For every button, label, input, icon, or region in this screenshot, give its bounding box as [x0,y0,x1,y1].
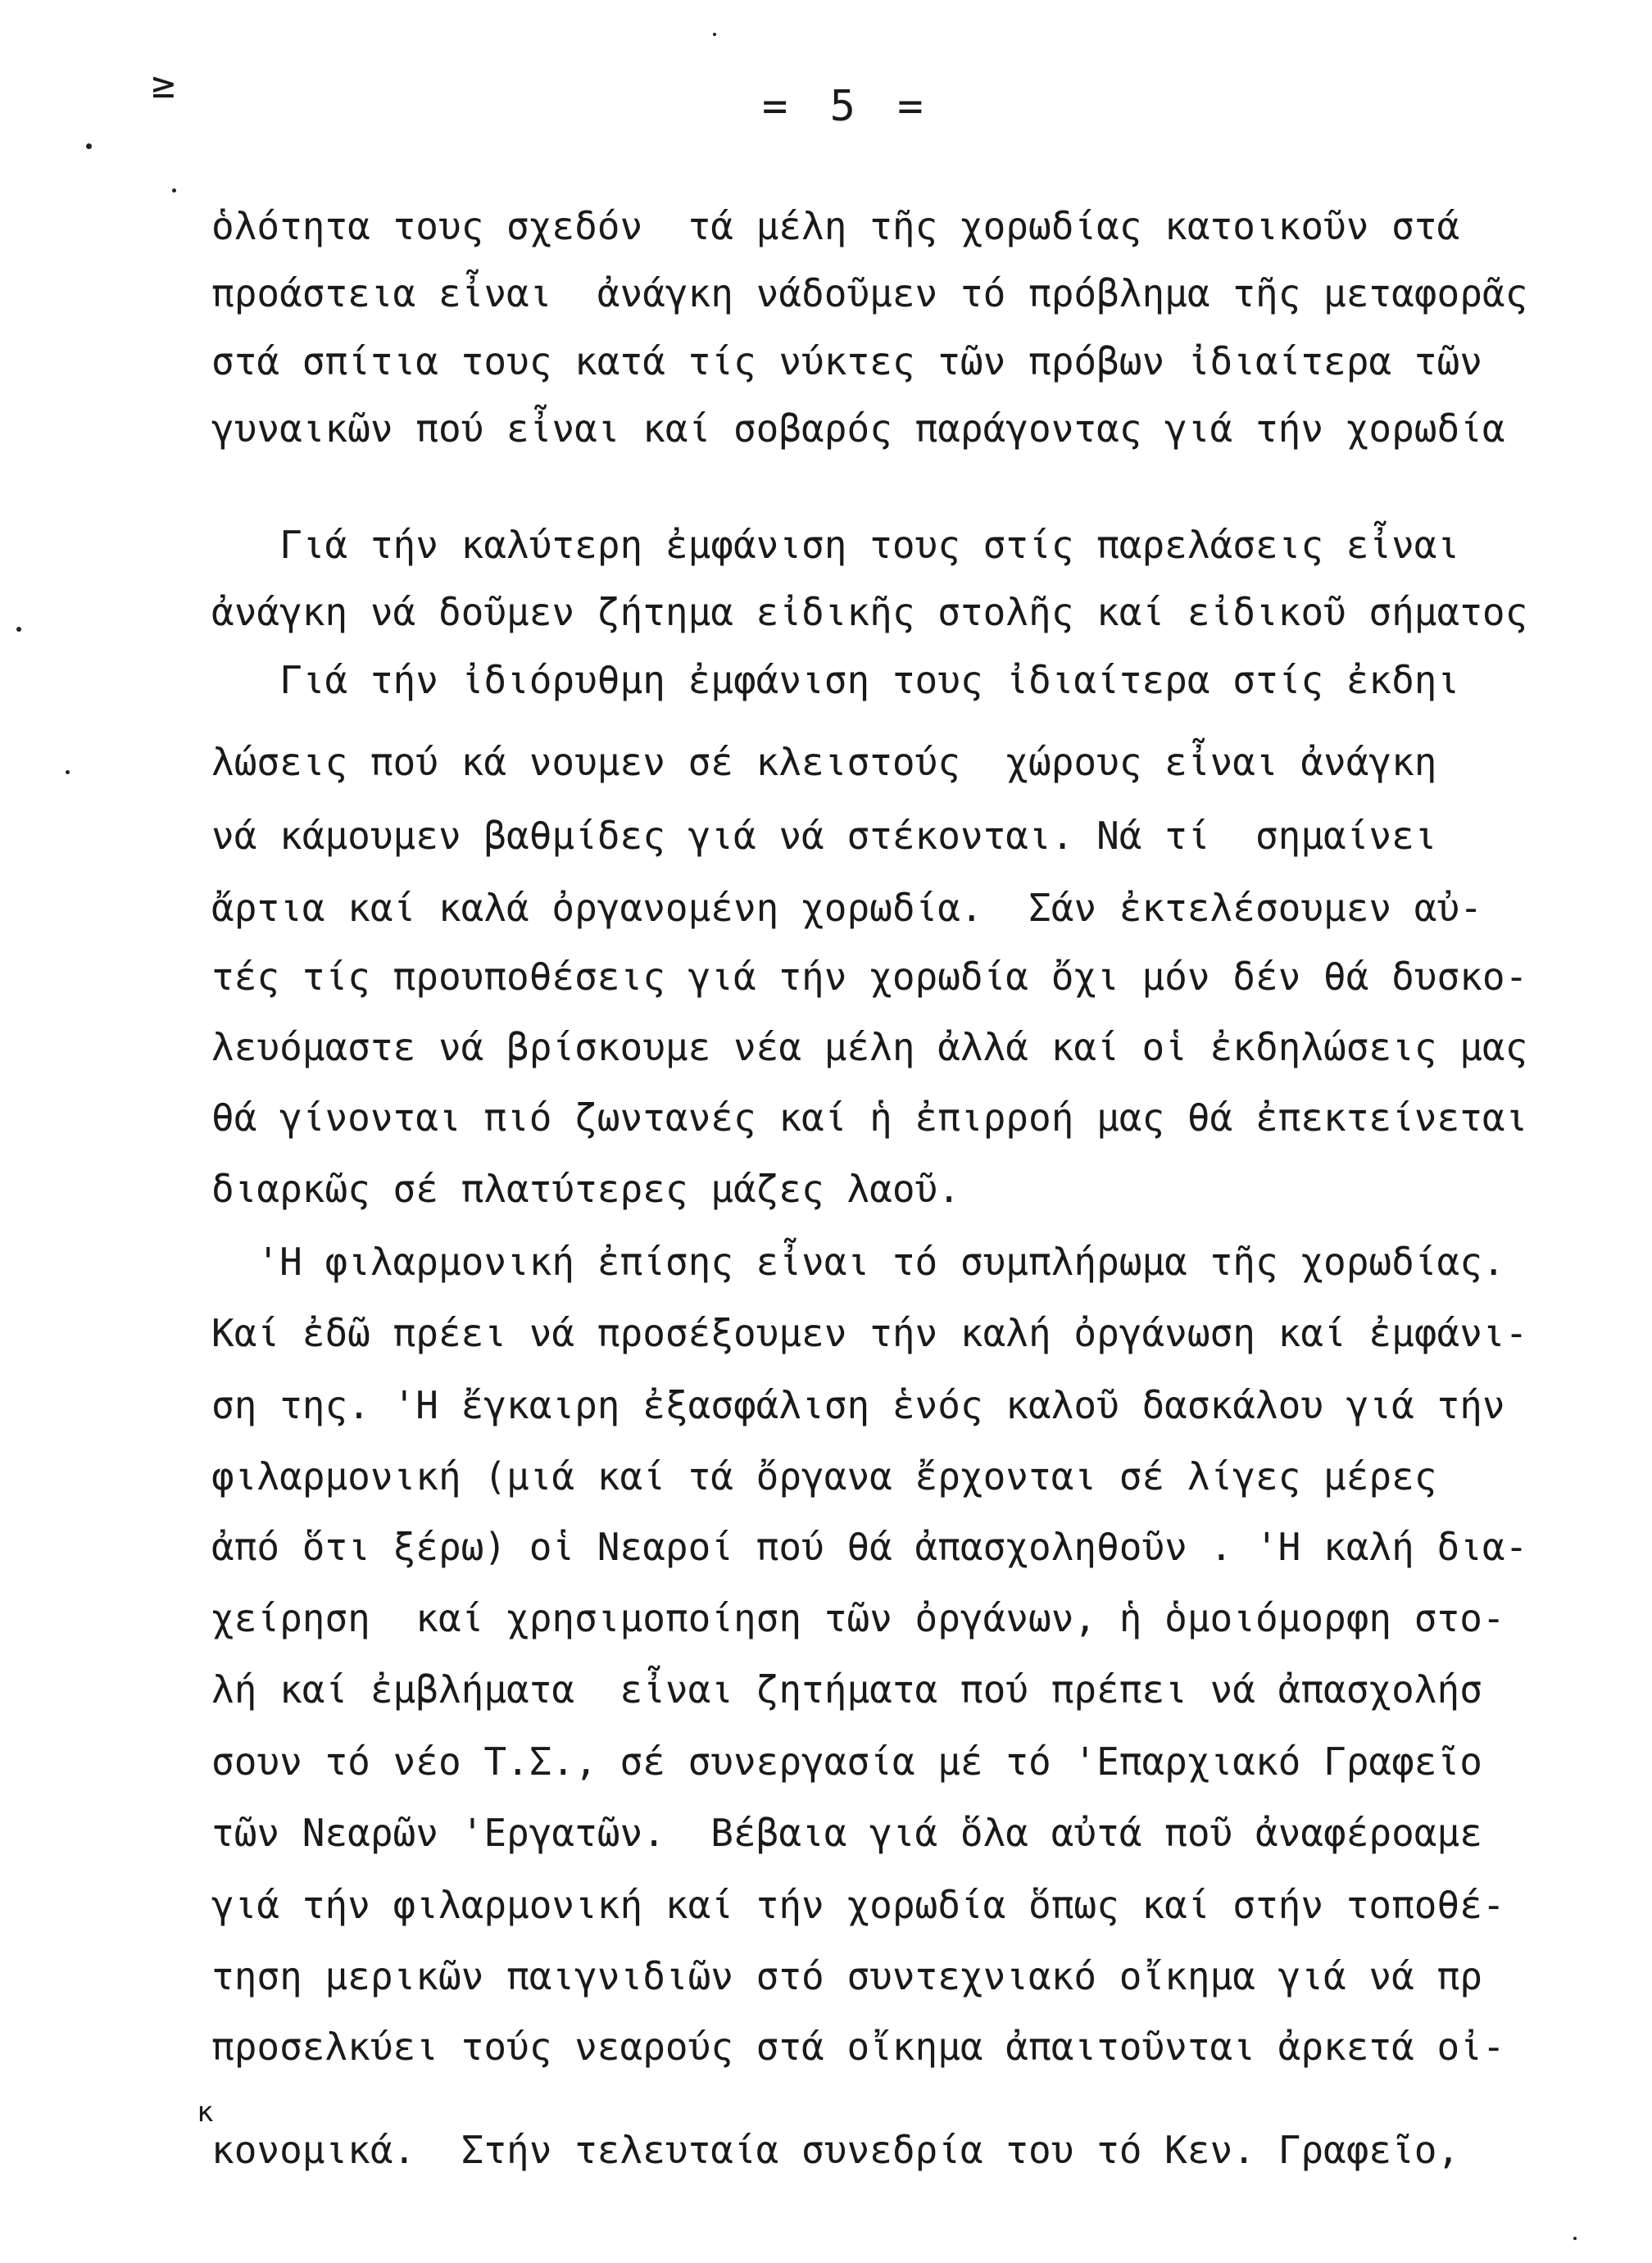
text-line: ἄρτια καί καλά ὀργανομένη χορωδία. Σάν ἐκτελέσουμεν αὐ- [211,886,1482,930]
text-line: στά σπίτια τους κατά τίς νύκτες τῶν πρόβων ἰδιαίτερα τῶν [211,339,1482,383]
text-line: χείρηση καί χρησιμοποίηση τῶν ὀργάνων, ἡ ὁμοιόμορφη στο- [211,1596,1505,1640]
corner-mark: ≥ [152,61,175,107]
text-line: Γιά τήν καλύτερη ἐμφάνιση τους στίς παρελάσεις εἶναι [211,523,1460,567]
text-line: γιά τήν φιλαρμονική καί τήν χορωδία ὅπως καί στήν τοποθέ- [211,1883,1505,1927]
text-line: διαρκῶς σέ πλατύτερες μάζες λαοῦ. [211,1167,960,1211]
text-line: γυναικῶν πού εἶναι καί σοβαρός παράγοντας γιά τήν χορωδία [211,406,1505,451]
text-line: λευόμαστε νά βρίσκουμε νέα μέλη ἀλλά καί οἱ ἐκδηλώσεις μας [211,1025,1528,1069]
text-line: τηση μερικῶν παιγνιδιῶν στό συντεχνιακό οἴκημα γιά νά πρ [211,1954,1482,1998]
text-line: προάστεια εἶναι ἀνάγκη νάδοῦμεν τό πρόβλημα τῆς μεταφορᾶς [211,271,1528,315]
text-line: προσελκύει τούς νεαρούς στά οἴκημα ἀπαιτοῦνται ἀρκετά οἰ- [211,2025,1505,2069]
text-line: ὁλότητα τους σχεδόν τά μέλη τῆς χορωδίας κατοικοῦν στά [211,204,1460,248]
text-line: τές τίς προυποθέσεις γιά τήν χορωδία ὄχι μόν δέν θά δυσκο- [211,955,1528,999]
text-line: 'Η φιλαρμονική ἐπίσης εἶναι τό συμπλήρωμα τῆς χορωδίας. [211,1240,1505,1284]
ink-speck [1573,2237,1577,2240]
ink-speck [86,143,92,149]
text-line: λή καί ἐμβλήματα εἶναι ζητήματα πού πρέπει νά ἀπασχολήσ [211,1667,1482,1712]
ink-speck [16,627,21,632]
ink-speck [713,33,716,36]
text-line: κονομικά. Στήν τελευταία συνεδρία του τό Κεν. Γραφεῖο, [211,2128,1460,2172]
text-line: νά κάμουμεν βαθμίδες γιά νά στέκονται. Νά τί σημαίνει [211,814,1437,858]
text-line: θά γίνονται πιό ζωντανές καί ἡ ἐπιρροή μας θά ἐπεκτείνεται [211,1095,1528,1140]
text-line: τῶν Νεαρῶν 'Εργατῶν. Βέβαια γιά ὅλα αὐτά ποῦ ἀναφέροαμε [211,1811,1482,1855]
text-line: ση της. 'Η ἔγκαιρη ἐξασφάλιση ἑνός καλοῦ δασκάλου γιά τήν [211,1383,1505,1427]
hyphen-fragment: κ [197,2096,214,2129]
text-line: ἀπό ὅτι ξέρω) οἱ Νεαροί πού θά ἀπασχοληθοῦν . 'Η καλή δια- [211,1525,1528,1569]
text-line: ἀνάγκη νά δοῦμεν ζήτημα εἰδικῆς στολῆς καί εἰδικοῦ σήματος [211,590,1528,634]
text-line: λώσεις πού κά νουμεν σέ κλειστούς χώρους εἶναι ἀνάγκη [211,740,1437,784]
text-line: Καί ἐδῶ πρέει νά προσέξουμεν τήν καλή ὀργάνωση καί ἐμφάνι- [211,1311,1528,1355]
page-number: = 5 = [762,82,932,131]
ink-speck [66,770,70,774]
text-line: Γιά τήν ἰδιόρυθμη ἐμφάνιση τους ἰδιαίτερα στίς ἐκδηι [211,658,1460,702]
ink-speck [172,188,176,193]
text-line: σουν τό νέο Τ.Σ., σέ συνεργασία μέ τό 'Επαρχιακό Γραφεῖο [211,1739,1482,1784]
text-line: φιλαρμονική (μιά καί τά ὄργανα ἔρχονται σέ λίγες μέρες [211,1454,1437,1499]
